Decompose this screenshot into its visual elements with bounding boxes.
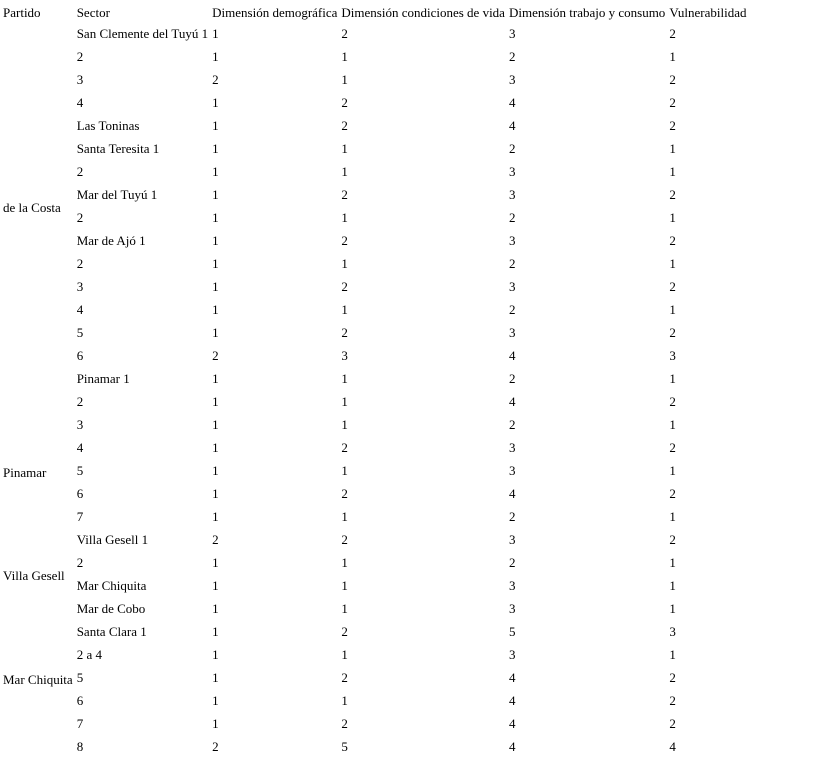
cell-dimension-condiciones-de-vida: 1 xyxy=(341,371,348,386)
cell-dimension-demografica: 1 xyxy=(212,164,219,179)
cell-dimension-condiciones-de-vida: 1 xyxy=(341,555,348,570)
cell-dimension-condiciones-de-vida: 2 xyxy=(341,118,348,133)
table-row xyxy=(2,117,748,138)
cell-dimension-condiciones-de-vida: 2 xyxy=(341,187,348,202)
table-row xyxy=(2,669,748,690)
cell-dimension-demografica: 1 xyxy=(212,256,219,271)
cell-dimension-demografica: 1 xyxy=(212,578,219,593)
cell-dimension-demografica: 1 xyxy=(212,279,219,294)
cell-sector: Mar de Ajó 1 xyxy=(76,233,146,248)
table-row xyxy=(2,370,748,391)
cell-vulnerabilidad: 2 xyxy=(669,233,676,248)
cell-dimension-demografica: 1 xyxy=(212,670,219,685)
table-row xyxy=(2,531,748,552)
header-row xyxy=(2,2,748,23)
cell-sector: Mar Chiquita xyxy=(76,578,147,593)
cell-vulnerabilidad: 1 xyxy=(669,647,676,662)
table-row xyxy=(2,163,748,184)
table-row xyxy=(2,416,748,437)
header-dimension-trabajo-y-consumo: Dimensión trabajo y consumo xyxy=(508,4,666,20)
cell-dimension-condiciones-de-vida: 1 xyxy=(341,601,348,616)
table-row xyxy=(2,715,748,736)
cell-sector: 6 xyxy=(76,486,84,501)
table-row xyxy=(2,71,748,92)
cell-dimension-demografica: 1 xyxy=(212,647,219,662)
table-row xyxy=(2,278,748,299)
table-row xyxy=(2,462,748,483)
cell-partido: Villa Gesell xyxy=(3,568,65,583)
cell-sector: 2 xyxy=(76,256,84,271)
cell-sector: San Clemente del Tuyú 1 xyxy=(76,26,209,41)
cell-dimension-demografica: 2 xyxy=(212,739,219,754)
cell-sector: 6 xyxy=(76,693,84,708)
cell-dimension-demografica: 1 xyxy=(212,624,219,639)
cell-dimension-condiciones-de-vida: 1 xyxy=(341,647,348,662)
cell-dimension-trabajo-y-consumo: 4 xyxy=(508,95,516,110)
cell-partido: de la Costa xyxy=(3,200,61,215)
cell-sector: 2 xyxy=(76,555,84,570)
cell-dimension-trabajo-y-consumo: 3 xyxy=(508,463,516,478)
cell-dimension-demografica: 1 xyxy=(212,49,219,64)
table-row xyxy=(2,577,748,598)
table-row xyxy=(2,232,748,253)
cell-dimension-condiciones-de-vida: 2 xyxy=(341,624,348,639)
cell-dimension-demografica: 1 xyxy=(212,233,219,248)
cell-sector: Santa Teresita 1 xyxy=(76,141,160,156)
cell-sector: 5 xyxy=(76,463,84,478)
cell-dimension-condiciones-de-vida: 1 xyxy=(341,509,348,524)
cell-dimension-demografica: 1 xyxy=(212,509,219,524)
cell-dimension-demografica: 1 xyxy=(212,555,219,570)
cell-dimension-condiciones-de-vida: 1 xyxy=(341,164,348,179)
cell-dimension-condiciones-de-vida: 1 xyxy=(341,72,348,87)
cell-dimension-demografica: 2 xyxy=(212,72,219,87)
cell-sector: 2 a 4 xyxy=(76,647,102,662)
header-vulnerabilidad: Vulnerabilidad xyxy=(669,4,747,20)
table-row xyxy=(2,692,748,713)
cell-dimension-condiciones-de-vida: 2 xyxy=(341,279,348,294)
cell-vulnerabilidad: 2 xyxy=(669,693,676,708)
cell-dimension-trabajo-y-consumo: 2 xyxy=(508,210,516,225)
cell-dimension-demografica: 1 xyxy=(212,325,219,340)
cell-dimension-condiciones-de-vida: 1 xyxy=(341,256,348,271)
cell-dimension-condiciones-de-vida: 2 xyxy=(341,532,348,547)
header-dimension-demografica: Dimensión demográfica xyxy=(212,4,338,20)
cell-dimension-trabajo-y-consumo: 4 xyxy=(508,394,516,409)
cell-dimension-trabajo-y-consumo: 2 xyxy=(508,141,516,156)
cell-dimension-demografica: 1 xyxy=(212,601,219,616)
table-row xyxy=(2,25,748,46)
cell-sector: 2 xyxy=(76,210,84,225)
cell-dimension-condiciones-de-vida: 2 xyxy=(341,233,348,248)
cell-vulnerabilidad: 1 xyxy=(669,417,676,432)
table-row xyxy=(2,140,748,161)
cell-vulnerabilidad: 1 xyxy=(669,49,676,64)
cell-vulnerabilidad: 2 xyxy=(669,95,676,110)
cell-vulnerabilidad: 1 xyxy=(669,555,676,570)
cell-sector: 5 xyxy=(76,325,84,340)
cell-vulnerabilidad: 1 xyxy=(669,302,676,317)
cell-dimension-condiciones-de-vida: 1 xyxy=(341,210,348,225)
table-row xyxy=(2,646,748,667)
cell-dimension-condiciones-de-vida: 3 xyxy=(341,348,348,363)
cell-vulnerabilidad: 1 xyxy=(669,256,676,271)
table-row xyxy=(2,508,748,529)
cell-dimension-trabajo-y-consumo: 2 xyxy=(508,509,516,524)
cell-dimension-condiciones-de-vida: 1 xyxy=(341,693,348,708)
cell-vulnerabilidad: 1 xyxy=(669,509,676,524)
cell-dimension-trabajo-y-consumo: 3 xyxy=(508,578,516,593)
cell-sector: 5 xyxy=(76,670,84,685)
cell-dimension-trabajo-y-consumo: 2 xyxy=(508,555,516,570)
cell-vulnerabilidad: 2 xyxy=(669,486,676,501)
cell-sector: 2 xyxy=(76,394,84,409)
cell-dimension-trabajo-y-consumo: 3 xyxy=(508,26,516,41)
cell-dimension-condiciones-de-vida: 5 xyxy=(341,739,348,754)
cell-sector: Las Toninas xyxy=(76,118,140,133)
cell-dimension-condiciones-de-vida: 2 xyxy=(341,325,348,340)
cell-dimension-trabajo-y-consumo: 3 xyxy=(508,325,516,340)
cell-sector: 7 xyxy=(76,509,84,524)
cell-vulnerabilidad: 4 xyxy=(669,739,676,754)
cell-vulnerabilidad: 2 xyxy=(669,670,676,685)
cell-dimension-condiciones-de-vida: 2 xyxy=(341,716,348,731)
cell-vulnerabilidad: 1 xyxy=(669,210,676,225)
cell-vulnerabilidad: 3 xyxy=(669,348,676,363)
cell-sector: Villa Gesell 1 xyxy=(76,532,149,547)
cell-vulnerabilidad: 1 xyxy=(669,463,676,478)
cell-partido: Mar Chiquita xyxy=(3,671,73,687)
cell-dimension-trabajo-y-consumo: 3 xyxy=(508,601,516,616)
table-row xyxy=(2,738,748,759)
cell-dimension-trabajo-y-consumo: 4 xyxy=(508,716,516,731)
cell-vulnerabilidad: 2 xyxy=(669,72,676,87)
table-row xyxy=(2,255,748,276)
cell-sector: 4 xyxy=(76,95,84,110)
cell-dimension-trabajo-y-consumo: 2 xyxy=(508,302,516,317)
cell-sector: 6 xyxy=(76,348,84,363)
cell-vulnerabilidad: 1 xyxy=(669,371,676,386)
cell-vulnerabilidad: 2 xyxy=(669,26,676,41)
cell-dimension-demografica: 1 xyxy=(212,210,219,225)
cell-dimension-demografica: 1 xyxy=(212,716,219,731)
cell-dimension-trabajo-y-consumo: 4 xyxy=(508,693,516,708)
cell-sector: 2 xyxy=(76,49,84,64)
cell-dimension-demografica: 1 xyxy=(212,371,219,386)
cell-partido: Pinamar xyxy=(3,464,47,480)
cell-dimension-condiciones-de-vida: 1 xyxy=(341,578,348,593)
cell-dimension-condiciones-de-vida: 2 xyxy=(341,486,348,501)
cell-sector: 4 xyxy=(76,440,84,455)
cell-sector: 8 xyxy=(76,739,84,754)
cell-dimension-condiciones-de-vida: 1 xyxy=(341,394,348,409)
cell-vulnerabilidad: 3 xyxy=(669,624,676,639)
table-row xyxy=(2,393,748,414)
table-row xyxy=(2,485,748,506)
cell-dimension-trabajo-y-consumo: 4 xyxy=(508,486,516,501)
cell-vulnerabilidad: 2 xyxy=(669,394,676,409)
cell-sector: 3 xyxy=(76,417,84,432)
cell-dimension-trabajo-y-consumo: 5 xyxy=(508,624,516,639)
table-row xyxy=(2,186,748,207)
cell-sector: 7 xyxy=(76,716,84,731)
table-row xyxy=(2,600,748,621)
cell-dimension-condiciones-de-vida: 2 xyxy=(341,670,348,685)
cell-dimension-trabajo-y-consumo: 3 xyxy=(508,233,516,248)
table-header xyxy=(2,2,748,23)
cell-vulnerabilidad: 2 xyxy=(669,279,676,294)
cell-dimension-condiciones-de-vida: 2 xyxy=(341,26,348,41)
cell-dimension-condiciones-de-vida: 1 xyxy=(341,141,348,156)
cell-dimension-trabajo-y-consumo: 4 xyxy=(508,118,516,133)
cell-vulnerabilidad: 1 xyxy=(669,578,676,593)
table-row xyxy=(2,554,748,575)
header-dimension-condiciones-de-vida: Dimensión condiciones de vida xyxy=(341,4,505,20)
cell-dimension-demografica: 1 xyxy=(212,26,219,41)
cell-dimension-demografica: 1 xyxy=(212,141,219,156)
cell-sector: 2 xyxy=(76,164,84,179)
table-row xyxy=(2,439,748,460)
cell-dimension-trabajo-y-consumo: 4 xyxy=(508,670,516,685)
cell-sector: 3 xyxy=(76,279,84,294)
table-row xyxy=(2,94,748,115)
header-partido: Partido xyxy=(3,4,41,20)
table-row xyxy=(2,48,748,69)
cell-dimension-trabajo-y-consumo: 2 xyxy=(508,49,516,64)
cell-sector: Mar del Tuyú 1 xyxy=(76,187,158,202)
cell-sector: 4 xyxy=(76,302,84,317)
table-row xyxy=(2,623,748,644)
cell-dimension-trabajo-y-consumo: 3 xyxy=(508,440,516,455)
cell-dimension-condiciones-de-vida: 1 xyxy=(341,49,348,64)
cell-dimension-demografica: 1 xyxy=(212,118,219,133)
cell-dimension-demografica: 1 xyxy=(212,394,219,409)
header-sector: Sector xyxy=(76,4,110,20)
cell-dimension-trabajo-y-consumo: 2 xyxy=(508,371,516,386)
table-row xyxy=(2,347,748,368)
cell-sector: 3 xyxy=(76,72,84,87)
table-row xyxy=(2,209,748,230)
cell-dimension-demografica: 1 xyxy=(212,187,219,202)
table-row xyxy=(2,324,748,345)
cell-dimension-trabajo-y-consumo: 3 xyxy=(508,647,516,662)
cell-dimension-demografica: 2 xyxy=(212,532,219,547)
cell-dimension-demografica: 2 xyxy=(212,348,219,363)
cell-dimension-trabajo-y-consumo: 3 xyxy=(508,187,516,202)
cell-dimension-condiciones-de-vida: 1 xyxy=(341,417,348,432)
cell-vulnerabilidad: 2 xyxy=(669,187,676,202)
cell-sector: Mar de Cobo xyxy=(76,601,146,616)
cell-dimension-trabajo-y-consumo: 3 xyxy=(508,72,516,87)
cell-vulnerabilidad: 1 xyxy=(669,141,676,156)
cell-vulnerabilidad: 2 xyxy=(669,440,676,455)
cell-dimension-demografica: 1 xyxy=(212,693,219,708)
cell-sector: Santa Clara 1 xyxy=(76,624,147,639)
cell-dimension-trabajo-y-consumo: 4 xyxy=(508,739,516,754)
cell-dimension-trabajo-y-consumo: 3 xyxy=(508,164,516,179)
cell-dimension-trabajo-y-consumo: 4 xyxy=(508,348,516,363)
cell-dimension-demografica: 1 xyxy=(212,440,219,455)
cell-dimension-demografica: 1 xyxy=(212,417,219,432)
cell-dimension-trabajo-y-consumo: 3 xyxy=(508,532,516,547)
cell-sector: Pinamar 1 xyxy=(76,371,130,386)
cell-dimension-condiciones-de-vida: 1 xyxy=(341,463,348,478)
cell-vulnerabilidad: 2 xyxy=(669,325,676,340)
cell-dimension-trabajo-y-consumo: 2 xyxy=(508,417,516,432)
cell-dimension-condiciones-de-vida: 2 xyxy=(341,95,348,110)
cell-dimension-condiciones-de-vida: 2 xyxy=(341,440,348,455)
cell-dimension-trabajo-y-consumo: 2 xyxy=(508,256,516,271)
cell-dimension-trabajo-y-consumo: 3 xyxy=(508,279,516,294)
cell-dimension-condiciones-de-vida: 1 xyxy=(341,302,348,317)
cell-vulnerabilidad: 1 xyxy=(669,164,676,179)
cell-vulnerabilidad: 1 xyxy=(669,601,676,616)
table-body xyxy=(2,25,748,759)
cell-vulnerabilidad: 2 xyxy=(669,716,676,731)
cell-dimension-demografica: 1 xyxy=(212,95,219,110)
cell-vulnerabilidad: 2 xyxy=(669,532,676,547)
cell-dimension-demografica: 1 xyxy=(212,486,219,501)
table-row xyxy=(2,301,748,322)
cell-dimension-demografica: 1 xyxy=(212,302,219,317)
cell-dimension-demografica: 1 xyxy=(212,463,219,478)
cell-vulnerabilidad: 2 xyxy=(669,118,676,133)
